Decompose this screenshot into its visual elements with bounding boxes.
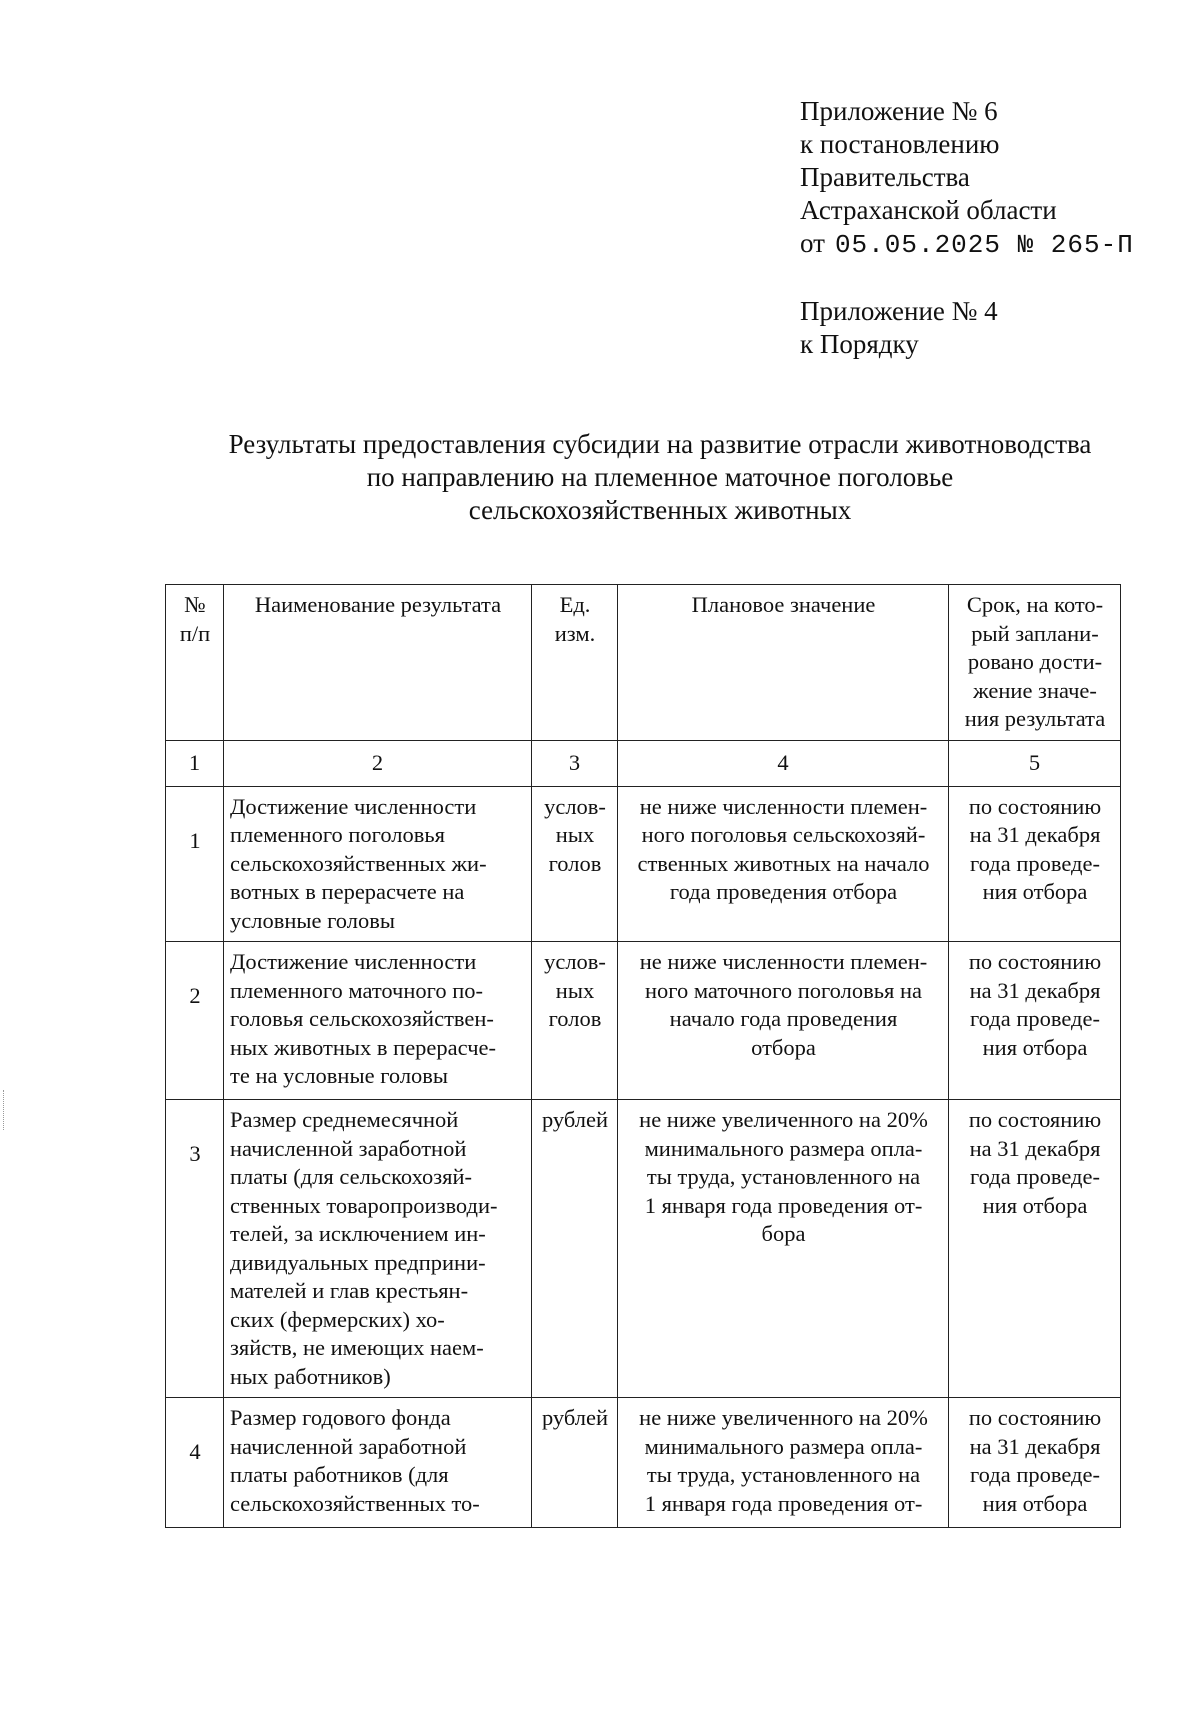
title-line: сельскохозяйственных животных [468,495,852,525]
deadline-text [955,1106,1115,1220]
row-number: 4 [166,1398,224,1528]
text-line: по состоянию [968,1405,1102,1430]
text-line: бора [761,1221,806,1246]
deadline-text [955,1404,1115,1518]
text-line: голов [548,1006,602,1031]
text-line: года проведе- [970,1164,1100,1189]
text-line: платы (для сельскохозяй- [230,1164,473,1189]
text-line: Достижение численности [230,949,477,974]
text-line: жение значе- [973,677,1097,703]
table-row [166,786,1121,942]
text-line: не ниже увеличенного на 20% [639,1405,928,1430]
deadline [949,942,1121,1100]
deadline [949,1398,1121,1528]
header-result-name-text [230,591,526,620]
text-line: ния результата [964,706,1106,731]
header-line: Приложение № 6 [800,96,998,126]
text-line: ния отбора [982,1490,1088,1516]
text-line: племенного поголовья [230,822,445,847]
header-result-name [224,585,532,741]
table-row [166,1398,1121,1528]
deadline-text [955,793,1115,907]
row-number: 2 [166,942,224,1100]
unit [532,786,618,942]
text-line: начало года проведения [669,1006,898,1031]
header-deadline-text [955,591,1115,734]
header-plan-value [618,585,949,741]
text-line: Достижение численности [230,793,477,819]
text-line: услов- [544,793,606,819]
unit [532,1398,618,1528]
text-line: по состоянию [968,793,1102,819]
appendix-header [800,295,998,361]
text-line: рублей [541,1107,609,1132]
text-line: ных животных в перерасче- [230,1034,496,1060]
results-table-body [166,585,1121,1528]
plan-value [618,942,949,1100]
text-line: рублей [541,1405,609,1430]
column-number: 4 [618,740,949,786]
text-line: телей, за исключением ин- [230,1221,486,1246]
text-line: ного маточного поголовья на [645,977,922,1003]
decree-header [800,95,1134,262]
plan-value [618,1100,949,1398]
text-line: № [184,592,206,617]
text-line: мателей и глав крестьян- [230,1278,469,1303]
text-line: на 31 декабря [969,822,1101,847]
text-line: ных работников) [230,1363,391,1389]
text-line: голов [548,850,602,876]
text-line: ровано дости- [967,649,1103,674]
title-line: по направлению на племенное маточное поголовье [366,462,954,492]
text-line: на 31 декабря [969,1433,1101,1459]
text-line: племенного маточного по- [230,977,483,1003]
text-line: головья сельскохозяйствен- [230,1006,494,1031]
deadline [949,786,1121,942]
deadline-text [955,948,1115,1062]
text-line: Ед. [559,592,591,617]
text-line: изм. [554,620,596,646]
header-line: Правительства [800,162,970,192]
text-line: Наименование результата [254,592,502,617]
text-line: отбора [751,1034,816,1060]
text-line: 1 января года проведения от- [644,1490,923,1516]
header-row [166,585,1121,741]
text-line: 1 января года проведения от- [644,1192,923,1218]
text-line: по состоянию [968,949,1102,974]
text-line: Размер годового фонда [230,1405,451,1430]
table-row [166,942,1121,1100]
column-number: 3 [532,740,618,786]
unit-text [538,793,612,879]
header-line: к постановлению [800,129,1000,159]
result-name [224,786,532,942]
text-line: не ниже численности племен- [639,949,928,974]
text-line: ственных животных на начало [637,850,930,876]
column-number: 5 [949,740,1121,786]
text-line: начисленной заработной [230,1135,467,1161]
text-line: на 31 декабря [969,1135,1101,1161]
column-number: 2 [224,740,532,786]
text-line: минимального размера опла- [644,1135,923,1161]
header-number-text [172,591,218,648]
column-number: 1 [166,740,224,786]
text-line: сельскохозяйственных жи- [230,850,487,876]
result-name [224,1100,532,1398]
text-line: на 31 декабря [969,977,1101,1003]
text-line: ты труда, установленного на [646,1164,921,1189]
registration-line [800,227,1134,262]
title-line: Результаты предоставления субсидии на развитие отрасли животноводства [228,429,1092,459]
result-name-text [230,793,526,936]
text-line: года проведе- [970,1006,1100,1031]
text-line: Плановое значение [691,592,876,617]
result-name-text [230,1404,526,1518]
text-line: вотных в перерасчете на [230,879,465,904]
header-unit-text [538,591,612,648]
result-name-text [230,948,526,1091]
text-line: года проведения отбора [669,879,898,904]
text-line: Срок, на кото- [966,592,1104,617]
text-line: не ниже увеличенного на 20% [639,1107,928,1132]
table-row [166,1100,1121,1398]
document-title [150,428,1170,527]
row-number: 3 [166,1100,224,1398]
header-deadline [949,585,1121,741]
header-number [166,585,224,741]
header-unit [532,585,618,741]
row-number: 1 [166,786,224,942]
deadline [949,1100,1121,1398]
text-line: ных [555,822,595,847]
registration-prefix: от [800,228,825,258]
plan-value-text [624,793,943,907]
text-line: дивидуальных предприни- [230,1249,486,1275]
appendix-line: Приложение № 4 [800,296,998,326]
plan-value-text [624,948,943,1062]
text-line: зяйств, не имеющих наем- [230,1335,484,1360]
column-number-row [166,740,1121,786]
header-line: Астраханской области [800,195,1057,225]
text-line: рый заплани- [971,620,1099,646]
text-line: платы работников (для [230,1462,449,1487]
text-line: не ниже численности племен- [639,793,928,819]
text-line: те на условные головы [230,1063,449,1088]
result-name-text [230,1106,526,1391]
text-line: минимального размера опла- [644,1433,923,1459]
text-line: по состоянию [968,1107,1102,1132]
text-line: ния отбора [982,1192,1088,1218]
text-line: условные головы [230,907,395,933]
text-line: сельскохозяйственных то- [230,1490,480,1516]
text-line: ния отбора [982,1034,1088,1060]
header-plan-value-text [624,591,943,620]
text-line: начисленной заработной [230,1433,467,1459]
plan-value-text [624,1404,943,1518]
text-line: ных [555,977,595,1003]
text-line: услов- [544,949,606,974]
result-name [224,1398,532,1528]
unit-text [538,1106,612,1135]
unit-text [538,948,612,1034]
text-line: года проведе- [970,850,1100,876]
text-line: ного поголовья сельскохозяй- [641,822,926,847]
results-table [165,584,1121,1528]
text-line: ственных товаропроизводи- [230,1192,498,1218]
plan-value [618,786,949,942]
text-line: ских (фермерских) хо- [230,1306,445,1332]
text-line: года проведе- [970,1462,1100,1487]
unit [532,942,618,1100]
scan-margin-mark [3,1090,5,1130]
registration-stamp: 05.05.2025 № 265-П [834,230,1134,260]
result-name [224,942,532,1100]
text-line: Размер среднемесячной [230,1107,459,1132]
plan-value [618,1398,949,1528]
text-line: п/п [179,620,211,646]
appendix-line: к Порядку [800,329,919,359]
unit-text [538,1404,612,1433]
plan-value-text [624,1106,943,1249]
text-line: ты труда, установленного на [646,1462,921,1487]
unit [532,1100,618,1398]
text-line: ния отбора [982,879,1088,904]
